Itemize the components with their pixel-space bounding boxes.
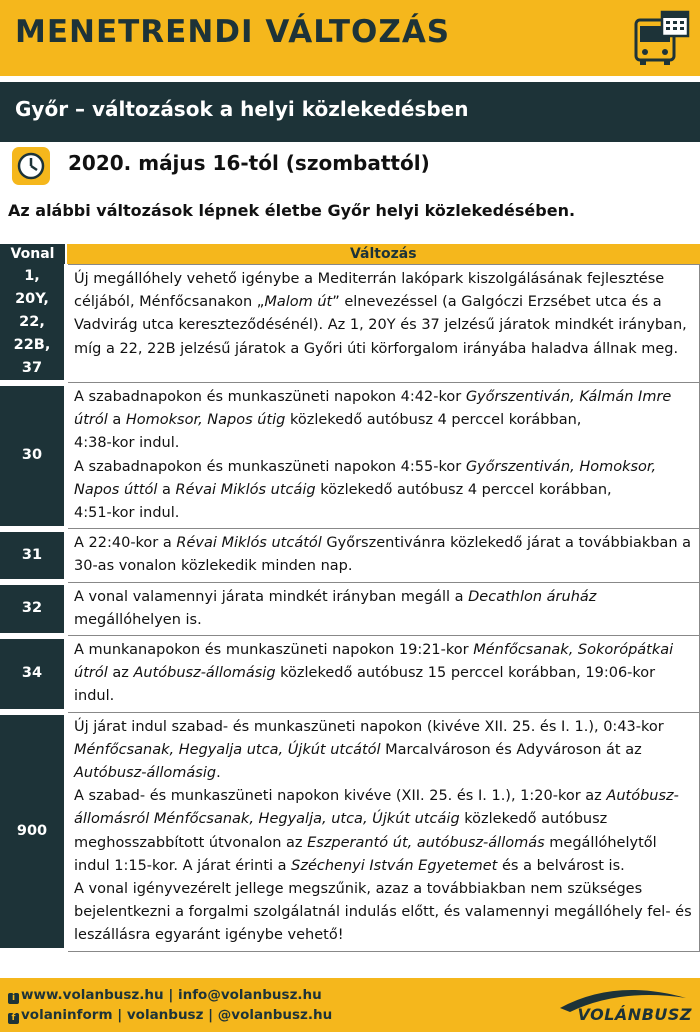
- subheader-title: Győr – változások a helyi közlekedésben: [15, 97, 469, 121]
- change-description: A munkanapokon és munkaszüneti napokon 19:21-kor Ménfőcsanak, Sokorópátkai útról az Autóbusz-állomásig közlekedő autóbusz 15 perccel korábban, 19:06-kor indul.: [66, 636, 700, 713]
- changes-table: [0, 244, 700, 954]
- line-number: 31: [0, 529, 66, 582]
- clock-icon: [12, 147, 50, 185]
- footer-contact-text: www.volanbusz.hu | info@volanbusz.hu: [21, 987, 322, 1003]
- change-description: A szabadnapokon és munkaszüneti napokon 4:42-kor Győrszentiván, Kálmán Imre útról a Homoksor, Napos útig közlekedő autóbusz 4 perccel korábban, 4:38-kor indul. A szabadnapokon és munkaszüneti napokon 4:55-kor Győrszentiván, Homoksor, Napos úttól a Révai Miklós utcáig közlekedő autóbusz 4 perccel korábban, 4:51-kor indul.: [66, 383, 700, 529]
- footer-social: [8, 1007, 332, 1024]
- header: [0, 0, 700, 76]
- change-description: Új járat indul szabad- és munkaszüneti napokon (kivéve XII. 25. és I. 1.), 0:43-kor Ménfőcsanak, Hegyalja utca, Újkút utcától Marcalvároson és Adyvároson át az Autóbusz-állomásig. A szabad- és munkaszüneti napokon kivéve (XII. 25. és I. 1.), 1:20-kor az Autóbusz-állomásról Ménfőcsanak, Hegyalja, utca, Újkút utcáig közlekedő autóbusz meghosszabbított útvonalon az Eszperantó út, autóbusz-állomás megállóhelytől indul 1:15-kor. A járat érinti a Széchenyi István Egyetemet és a belvárost is. A vonal igényvezérelt jellege megszűnik, azaz a továbbiakban nem szükséges bejelentkezni a forgalmi szolgálatnál indulás előtt, és valamennyi megállóhely fel- és leszállásra egyaránt igénybe vehető!: [66, 712, 700, 951]
- info-icon: i: [8, 993, 19, 1004]
- logo-text: VOLÁNBUSZ: [577, 1005, 692, 1024]
- line-number: 34: [0, 636, 66, 713]
- footer-social-text: volaninform | volanbusz | @volanbusz.hu: [21, 1007, 333, 1023]
- line-number: 30: [0, 383, 66, 529]
- subheader: [0, 82, 700, 142]
- change-description: A 22:40-kor a Révai Miklós utcától Győrszentivánra közlekedő járat a továbbiakban a 30-as vonalon közlekedik minden nap.: [66, 529, 700, 582]
- date-row: [0, 142, 700, 190]
- change-description: Új megállóhely vehető igénybe a Mediterrán lakópark kiszolgálásának fejlesztése céljából, Ménfőcsanakon „Malom út” elnevezéssel (a Galgóczi Erzsébet utca és a Vadvirág utca kereszteződésénél). Az 1, 20Y és 37 jelzésű járatok mindkét irányban, míg a 22, 22B jelzésű járatok a Győri úti körforgalom irányába haladva állnak meg.: [66, 265, 700, 383]
- line-number: 1, 20Y, 22, 22B, 37: [0, 265, 66, 383]
- table-row: [0, 265, 700, 383]
- effective-date: 2020. május 16-tól (szombattól): [68, 151, 430, 175]
- table-row: [0, 383, 700, 529]
- table-row: [0, 582, 700, 635]
- change-description: A vonal valamennyi járata mindkét irányban megáll a Decathlon áruház megállóhelyen is.: [66, 582, 700, 635]
- footer: [0, 978, 700, 1032]
- table-row: [0, 529, 700, 582]
- footer-contact: [8, 987, 322, 1004]
- page-title: MENETRENDI VÁLTOZÁS: [15, 14, 451, 50]
- table-row: [0, 712, 700, 951]
- intro-text: Az alábbi változások lépnek életbe Győr helyi közlekedésében.: [8, 201, 576, 220]
- facebook-icon: f: [8, 1013, 19, 1024]
- header-line: Vonal: [0, 244, 66, 265]
- bus-calendar-icon: [632, 10, 690, 68]
- table-row: [0, 636, 700, 713]
- header-change: Változás: [66, 244, 700, 265]
- line-number: 32: [0, 582, 66, 635]
- line-number: 900: [0, 712, 66, 951]
